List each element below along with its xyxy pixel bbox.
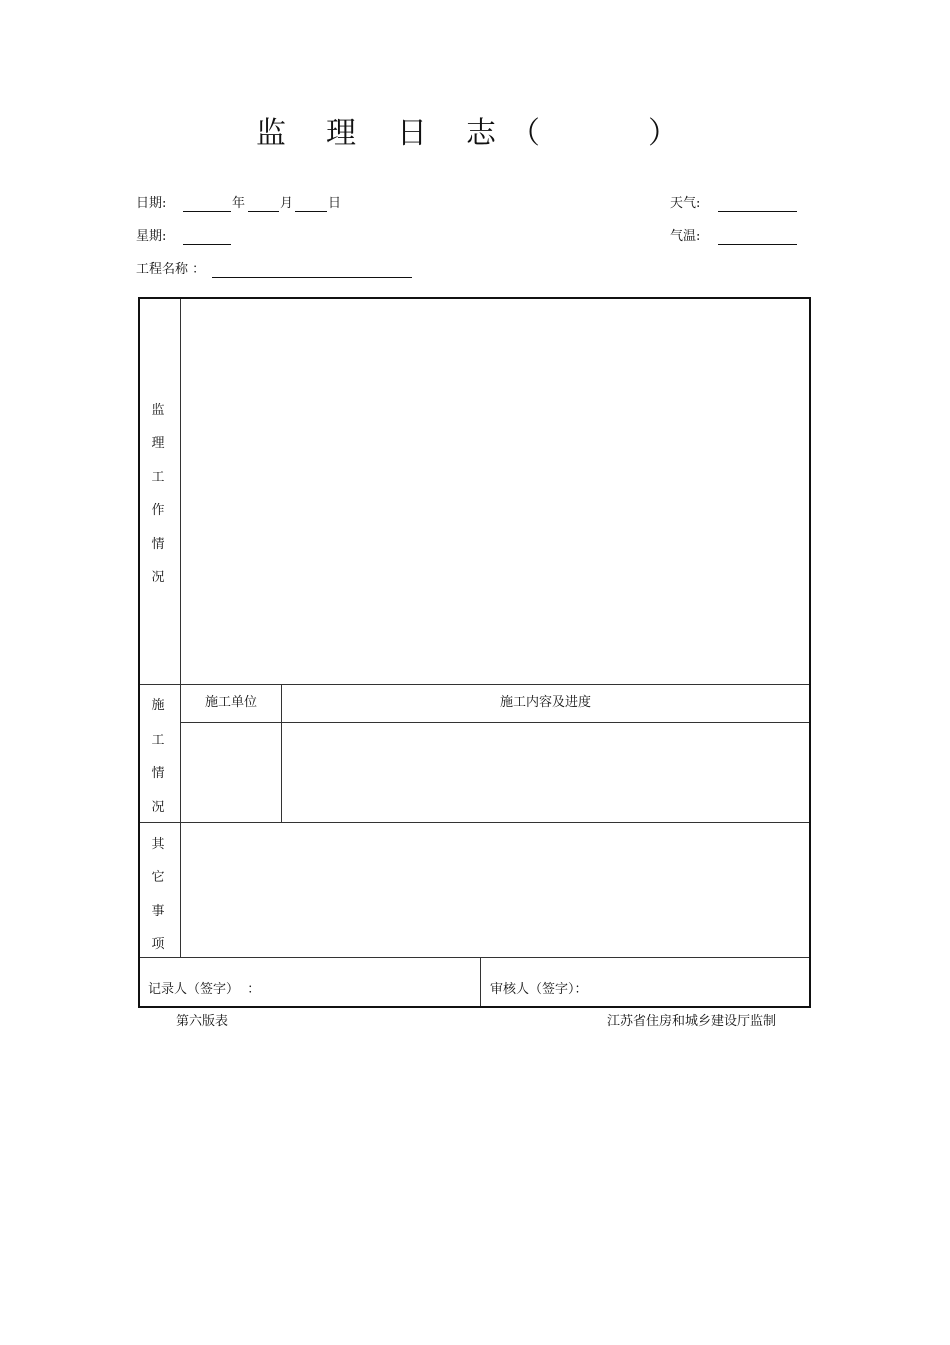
year-label: 年 bbox=[232, 196, 246, 211]
other-label-char-3: 事 bbox=[151, 904, 165, 919]
weekday-label: 星期: bbox=[136, 229, 167, 244]
construction-unit-header: 施工单位 bbox=[204, 695, 257, 710]
month-blank[interactable] bbox=[248, 211, 279, 212]
supervision-label-char-6: 况 bbox=[151, 570, 165, 585]
weather-blank[interactable] bbox=[718, 211, 797, 212]
temperature-label: 气温: bbox=[670, 229, 701, 244]
construction-unit-cell[interactable] bbox=[182, 724, 280, 821]
weather-label: 天气: bbox=[670, 196, 701, 211]
construction-content-header: 施工内容及进度 bbox=[499, 695, 591, 710]
title-char-2: 理 bbox=[326, 116, 356, 151]
title-open-paren: （ bbox=[510, 116, 540, 151]
title-close-paren: ） bbox=[648, 116, 678, 151]
construction-label-char-4: 况 bbox=[151, 800, 165, 815]
other-label-char-1: 其 bbox=[151, 837, 165, 852]
year-blank[interactable] bbox=[183, 211, 231, 212]
other-label-char-4: 项 bbox=[151, 937, 165, 952]
title-char-4: 志 bbox=[466, 116, 496, 151]
title-char-1: 监 bbox=[256, 116, 286, 151]
supervision-label-char-5: 情 bbox=[151, 537, 165, 552]
supervision-content-area[interactable] bbox=[182, 300, 808, 683]
signature-divider bbox=[480, 958, 481, 1006]
label-column-divider bbox=[180, 299, 181, 958]
day-label: 日 bbox=[328, 196, 342, 211]
construction-content-cell[interactable] bbox=[283, 724, 808, 821]
edition-note: 第六版表 bbox=[176, 1014, 229, 1029]
divider-after-construction-header bbox=[181, 722, 809, 723]
construction-label-char-2: 工 bbox=[151, 733, 165, 748]
temperature-blank[interactable] bbox=[718, 244, 797, 245]
construction-label-char-3: 情 bbox=[151, 766, 165, 781]
construction-label-char-1: 施 bbox=[151, 698, 165, 713]
other-label-char-2: 它 bbox=[151, 870, 165, 885]
other-content-area[interactable] bbox=[182, 824, 808, 956]
divider-after-other bbox=[140, 957, 809, 958]
project-name-blank[interactable] bbox=[212, 277, 412, 278]
date-label: 日期: bbox=[136, 196, 167, 211]
reviewer-label: 审核人（签字）： bbox=[490, 982, 588, 997]
supervision-label-char-4: 作 bbox=[151, 503, 165, 518]
supervision-label-char-2: 理 bbox=[151, 436, 165, 451]
recorder-label: 记录人（签字） ： bbox=[148, 982, 261, 997]
divider-after-supervision bbox=[140, 684, 809, 685]
weekday-blank[interactable] bbox=[183, 244, 231, 245]
issuer-note: 江苏省住房和城乡建设厅监制 bbox=[607, 1014, 777, 1029]
day-blank[interactable] bbox=[295, 211, 327, 212]
month-label: 月 bbox=[280, 196, 294, 211]
project-name-label: 工程名称 ： bbox=[136, 262, 206, 277]
title-char-3: 日 bbox=[397, 116, 427, 151]
supervision-label-char-3: 工 bbox=[151, 470, 165, 485]
supervision-label-char-1: 监 bbox=[151, 403, 165, 418]
divider-after-construction bbox=[140, 822, 809, 823]
